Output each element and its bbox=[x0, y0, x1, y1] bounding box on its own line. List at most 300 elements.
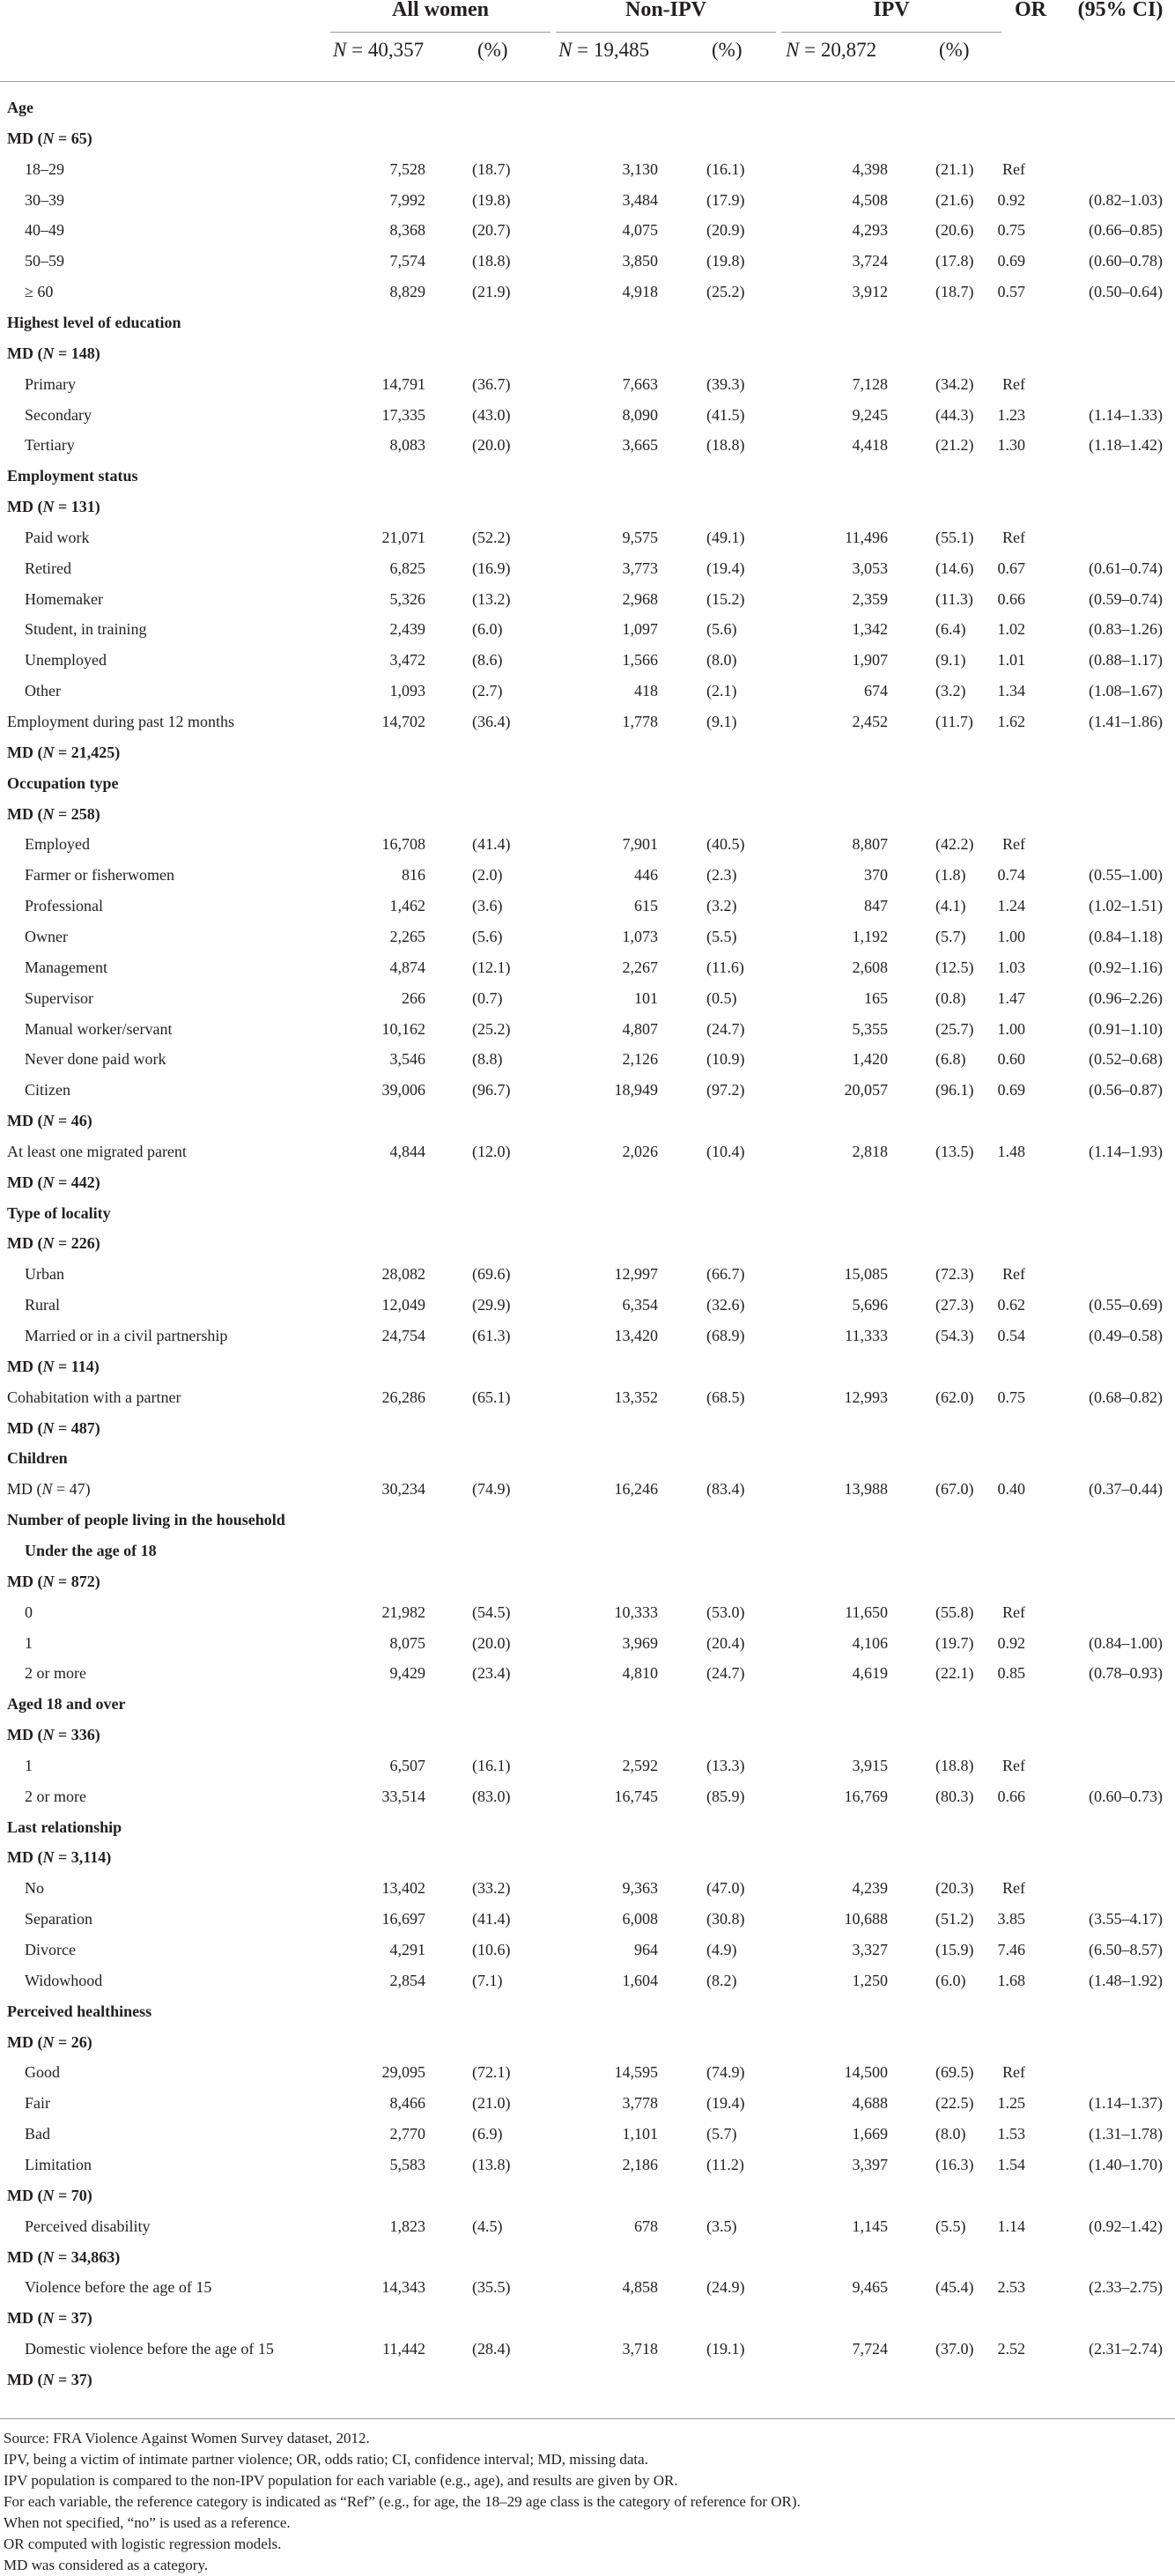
ipv-count: 11,333 bbox=[845, 1327, 888, 1344]
ci-value: (0.88–1.17) bbox=[1089, 651, 1163, 670]
all-women-pct: (19.8) bbox=[472, 190, 511, 209]
ci-value: (0.59–0.74) bbox=[1089, 589, 1163, 608]
row-label: Never done paid work bbox=[25, 1050, 166, 1069]
ipv-count: 4,239 bbox=[852, 1879, 888, 1898]
n-symbol: N bbox=[42, 1726, 55, 1744]
or-value: 0.57 bbox=[997, 283, 1025, 301]
ci-value: (0.37–0.44) bbox=[1089, 1480, 1163, 1499]
section-row bbox=[0, 1689, 1175, 1720]
n-symbol: N bbox=[42, 1112, 55, 1130]
non-ipv-pct: (9.1) bbox=[706, 713, 737, 730]
ipv-pct: (37.0) bbox=[935, 2340, 974, 2358]
ipv-pct: (34.2) bbox=[935, 374, 974, 393]
all-women-pct: (33.2) bbox=[472, 1879, 511, 1898]
table-row bbox=[0, 1935, 1175, 1965]
non-ipv-pct: (2.1) bbox=[706, 682, 737, 700]
ipv-count: 5,696 bbox=[852, 1296, 888, 1314]
all-women-count: 21,982 bbox=[381, 1603, 425, 1621]
non-ipv-count: 1,101 bbox=[622, 2125, 658, 2143]
row-label: 40–49 bbox=[25, 221, 64, 240]
all-women-count: 266 bbox=[402, 988, 425, 1007]
ci-value: (0.66–0.85) bbox=[1089, 221, 1163, 240]
non-ipv-pct: (5.5) bbox=[706, 927, 737, 945]
all-women-pct: (4.5) bbox=[472, 2217, 503, 2235]
or-value: 1.23 bbox=[997, 405, 1025, 424]
all-women-pct: (54.5) bbox=[472, 1603, 511, 1621]
n-symbol: N bbox=[42, 2186, 55, 2204]
missing-data-row bbox=[0, 2365, 1175, 2395]
ipv-count: 2,452 bbox=[852, 713, 888, 730]
or-value: 1.54 bbox=[997, 2155, 1025, 2173]
non-ipv-pct: (19.1) bbox=[706, 2340, 745, 2358]
n-symbol: N bbox=[42, 498, 55, 516]
ci-value: (1.02–1.51) bbox=[1089, 897, 1163, 915]
non-ipv-pct: (15.2) bbox=[706, 589, 745, 608]
ipv-pct: (14.6) bbox=[935, 559, 974, 577]
n-value: 19,485 bbox=[593, 39, 650, 61]
or-value: 1.25 bbox=[997, 2094, 1025, 2113]
all-women-pct: (5.6) bbox=[472, 927, 503, 945]
table-row bbox=[0, 1658, 1175, 1689]
row-label: Last relationship bbox=[7, 1817, 122, 1836]
table-row bbox=[0, 215, 1175, 246]
row-label: Under the age of 18 bbox=[25, 1541, 157, 1559]
ci-value: (0.91–1.10) bbox=[1089, 1019, 1163, 1038]
footnote-abbreviations: IPV, being a victim of intimate partner violence; OR, odds ratio; CI, confidence interval; MD, missing data. bbox=[4, 2451, 648, 2468]
all-women-pct: (16.9) bbox=[472, 559, 511, 577]
row-label: Bad bbox=[25, 2125, 50, 2143]
ipv-count: 14,500 bbox=[844, 2063, 888, 2082]
ipv-pct: (21.1) bbox=[935, 159, 974, 178]
non-ipv-pct: (8.2) bbox=[706, 1971, 737, 1989]
table-row bbox=[0, 952, 1175, 983]
section-row bbox=[0, 1812, 1175, 1843]
all-women-count: 2,265 bbox=[389, 927, 425, 945]
non-ipv-pct: (74.9) bbox=[706, 2063, 745, 2082]
ipv-count: 1,420 bbox=[852, 1050, 888, 1069]
all-women-pct: (43.0) bbox=[472, 405, 511, 424]
n-symbol: N bbox=[558, 39, 573, 61]
table-row bbox=[0, 983, 1175, 1014]
row-label: MD (N = 258) bbox=[7, 804, 100, 823]
row-label: No bbox=[25, 1879, 44, 1898]
ipv-pct: (3.2) bbox=[935, 682, 966, 700]
ipv-pct: (45.4) bbox=[935, 2278, 974, 2297]
all-women-pct: (12.0) bbox=[472, 1142, 511, 1160]
non-ipv-count: 3,130 bbox=[622, 159, 658, 178]
ipv-count: 674 bbox=[864, 682, 888, 700]
table-row bbox=[0, 369, 1175, 400]
missing-data-row bbox=[0, 1106, 1175, 1136]
or-value: 1.47 bbox=[997, 988, 1025, 1007]
row-label: MD (N = 148) bbox=[7, 344, 100, 362]
ipv-pct: (6.0) bbox=[935, 1971, 966, 1989]
missing-data-row bbox=[0, 737, 1175, 768]
row-label: 0 bbox=[25, 1603, 33, 1621]
all-women-pct: (21.9) bbox=[472, 283, 511, 301]
ipv-count: 4,106 bbox=[852, 1633, 888, 1652]
table-row bbox=[0, 1136, 1175, 1167]
missing-data-row bbox=[0, 1228, 1175, 1259]
all-women-pct: (36.7) bbox=[472, 374, 511, 393]
missing-data-row bbox=[0, 1167, 1175, 1198]
ipv-pct: (18.7) bbox=[935, 283, 974, 301]
ci-value: (1.14–1.93) bbox=[1089, 1142, 1163, 1160]
all-women-pct: (13.8) bbox=[472, 2155, 511, 2173]
or-value: 1.30 bbox=[997, 436, 1025, 455]
missing-data-row bbox=[0, 799, 1175, 830]
non-ipv-count: 7,663 bbox=[622, 374, 658, 393]
row-label: Rural bbox=[25, 1296, 60, 1314]
ci-value: (0.56–0.87) bbox=[1089, 1081, 1163, 1099]
or-value: 1.00 bbox=[997, 927, 1025, 945]
ipv-pct: (51.2) bbox=[935, 1910, 974, 1928]
n-symbol: N bbox=[42, 2309, 55, 2328]
all-women-pct: (36.4) bbox=[472, 713, 511, 730]
non-ipv-pct: (68.5) bbox=[706, 1388, 745, 1406]
ipv-count: 10,688 bbox=[844, 1910, 888, 1928]
row-label: Primary bbox=[25, 374, 76, 393]
row-label: MD (N = 131) bbox=[7, 498, 100, 516]
or-value: Ref bbox=[1002, 1265, 1025, 1284]
all-women-count: 8,829 bbox=[389, 283, 425, 301]
n-symbol: N bbox=[42, 344, 55, 362]
row-label: MD (N = 46) bbox=[7, 1112, 92, 1130]
ipv-pct: (25.7) bbox=[935, 1019, 974, 1038]
ci-value: (0.84–1.00) bbox=[1089, 1633, 1163, 1652]
non-ipv-count: 16,745 bbox=[614, 1787, 658, 1805]
all-women-pct: (29.9) bbox=[472, 1296, 511, 1314]
header-non-ipv: Non-IPV bbox=[624, 0, 706, 21]
or-value: 0.54 bbox=[997, 1327, 1025, 1344]
or-value: 0.85 bbox=[997, 1664, 1025, 1683]
non-ipv-count: 6,354 bbox=[622, 1296, 658, 1314]
non-ipv-pct: (8.0) bbox=[706, 651, 737, 670]
table-row bbox=[0, 154, 1175, 185]
ipv-pct: (72.3) bbox=[935, 1265, 974, 1284]
ci-value: (0.60–0.73) bbox=[1089, 1787, 1163, 1805]
all-women-count: 17,335 bbox=[381, 405, 425, 424]
all-women-count: 11,442 bbox=[382, 2340, 425, 2358]
row-label: Limitation bbox=[25, 2155, 92, 2173]
ci-value: (1.14–1.37) bbox=[1089, 2094, 1163, 2113]
non-ipv-pct: (13.3) bbox=[706, 1756, 745, 1774]
ipv-pct: (69.5) bbox=[935, 2063, 974, 2082]
row-label: Employment during past 12 months bbox=[7, 713, 234, 730]
all-women-pct: (25.2) bbox=[472, 1019, 511, 1038]
all-women-count: 4,874 bbox=[389, 958, 425, 976]
ipv-pct: (20.6) bbox=[935, 221, 974, 240]
all-women-pct: (2.0) bbox=[472, 866, 503, 885]
or-value: 1.62 bbox=[997, 713, 1025, 730]
table-row bbox=[0, 522, 1175, 553]
all-women-count: 12,049 bbox=[381, 1296, 425, 1314]
all-women-pct: (61.3) bbox=[472, 1327, 511, 1344]
ipv-pct: (17.8) bbox=[935, 252, 974, 270]
n-symbol: N bbox=[42, 1418, 55, 1437]
row-label: At least one migrated parent bbox=[7, 1142, 187, 1160]
row-label: MD (N = 442) bbox=[7, 1173, 100, 1191]
footnote-reference: For each variable, the reference category is indicated as “Ref” (e.g., for age, the 18–29 age class is the category of reference for OR). bbox=[4, 2493, 801, 2510]
non-ipv-count: 4,810 bbox=[622, 1664, 658, 1683]
non-ipv-count: 678 bbox=[634, 2217, 658, 2235]
or-value: 1.02 bbox=[997, 620, 1025, 639]
or-value: Ref bbox=[1002, 159, 1025, 178]
non-ipv-pct: (2.3) bbox=[706, 866, 737, 885]
table-footnotes bbox=[4, 2428, 1166, 2576]
section-row bbox=[0, 307, 1175, 338]
row-label: Occupation type bbox=[7, 774, 119, 792]
row-label: Children bbox=[7, 1449, 68, 1468]
non-ipv-pct: (85.9) bbox=[706, 1787, 745, 1805]
ipv-pct: (54.3) bbox=[935, 1327, 974, 1344]
ipv-count: 370 bbox=[864, 866, 888, 885]
ipv-count: 9,465 bbox=[852, 2278, 888, 2297]
all-women-count: 14,343 bbox=[381, 2278, 425, 2297]
all-women-count: 5,583 bbox=[389, 2155, 425, 2173]
n-symbol: N bbox=[42, 1357, 55, 1375]
table-row bbox=[0, 185, 1175, 216]
table-row bbox=[0, 1014, 1175, 1045]
non-ipv-count: 1,604 bbox=[622, 1971, 658, 1989]
non-ipv-count: 8,090 bbox=[622, 405, 658, 424]
row-label: 50–59 bbox=[25, 252, 64, 270]
all-women-count: 2,854 bbox=[389, 1971, 425, 1989]
table-row bbox=[0, 645, 1175, 676]
non-ipv-pct: (24.9) bbox=[706, 2278, 745, 2297]
n-symbol: N bbox=[42, 129, 55, 147]
section-row bbox=[0, 1505, 1175, 1536]
or-value: 1.34 bbox=[997, 682, 1025, 700]
all-women-count: 29,095 bbox=[381, 2063, 425, 2082]
all-women-pct: (20.0) bbox=[472, 1633, 511, 1652]
ipv-count: 3,915 bbox=[852, 1756, 888, 1774]
row-label: MD (N = 47) bbox=[7, 1480, 91, 1499]
row-label: MD (N = 21,425) bbox=[7, 743, 121, 761]
ci-value: (0.61–0.74) bbox=[1089, 559, 1163, 577]
non-ipv-count: 9,575 bbox=[622, 528, 658, 546]
table-row bbox=[0, 614, 1175, 645]
ipv-count: 12,993 bbox=[844, 1388, 888, 1406]
row-label: MD (N = 872) bbox=[7, 1572, 100, 1590]
all-women-pct: (23.4) bbox=[472, 1664, 511, 1683]
ci-value: (0.50–0.64) bbox=[1089, 283, 1163, 301]
or-value: 7.46 bbox=[997, 1941, 1025, 1958]
all-women-count: 24,754 bbox=[381, 1327, 425, 1344]
ipv-count: 1,907 bbox=[852, 651, 888, 670]
non-ipv-count: 1,566 bbox=[622, 651, 658, 670]
all-women-count: 3,472 bbox=[389, 651, 425, 670]
non-ipv-pct: (18.8) bbox=[706, 436, 745, 455]
ipv-pct: (9.1) bbox=[935, 651, 966, 670]
or-value: Ref bbox=[1002, 374, 1025, 393]
non-ipv-pct: (20.4) bbox=[706, 1633, 745, 1652]
non-ipv-count: 964 bbox=[634, 1941, 658, 1958]
ipv-pct: (11.7) bbox=[935, 713, 973, 730]
n-symbol: N bbox=[42, 743, 55, 761]
footnote-comparison: IPV population is compared to the non-IPV population for each variable (e.g., age), and results are given by OR. bbox=[4, 2472, 678, 2489]
non-ipv-pct: (97.2) bbox=[706, 1081, 745, 1099]
or-value: 0.67 bbox=[997, 559, 1025, 577]
all-women-count: 33,514 bbox=[381, 1787, 425, 1805]
non-ipv-pct: (3.2) bbox=[706, 897, 737, 915]
all-women-pct: (8.6) bbox=[472, 651, 503, 670]
or-value: Ref bbox=[1002, 835, 1025, 854]
all-women-pct: (41.4) bbox=[472, 1910, 511, 1928]
ipv-pct: (67.0) bbox=[935, 1480, 974, 1499]
or-value: 1.01 bbox=[997, 651, 1025, 670]
row-label: Secondary bbox=[25, 405, 92, 424]
non-ipv-pct: (53.0) bbox=[706, 1603, 745, 1621]
header-rule bbox=[0, 81, 1175, 82]
all-women-count: 6,825 bbox=[389, 559, 425, 577]
all-women-pct: (52.2) bbox=[472, 528, 511, 546]
or-value: 0.62 bbox=[997, 1296, 1025, 1314]
ipv-count: 4,398 bbox=[852, 159, 888, 178]
ci-value: (0.84–1.18) bbox=[1089, 927, 1163, 945]
table-row bbox=[0, 1321, 1175, 1351]
ipv-pct: (27.3) bbox=[935, 1296, 974, 1314]
ipv-pct: (6.4) bbox=[935, 620, 966, 639]
ipv-pct: (16.3) bbox=[935, 2155, 974, 2173]
all-women-pct: (18.8) bbox=[472, 252, 511, 270]
or-value: Ref bbox=[1002, 528, 1025, 546]
ipv-pct: (62.0) bbox=[935, 1388, 974, 1406]
row-label: 2 or more bbox=[25, 1787, 86, 1805]
all-women-pct: (6.9) bbox=[472, 2125, 503, 2143]
row-label: Married or in a civil partnership bbox=[25, 1327, 228, 1344]
non-ipv-pct: (5.6) bbox=[706, 620, 737, 639]
row-label: MD (N = 3,114) bbox=[7, 1848, 112, 1867]
non-ipv-pct: (5.7) bbox=[706, 2125, 737, 2143]
all-women-count: 1,462 bbox=[389, 897, 425, 915]
ipv-count: 7,724 bbox=[852, 2340, 888, 2358]
all-women-count: 3,546 bbox=[389, 1050, 425, 1069]
ci-value: (0.60–0.78) bbox=[1089, 252, 1163, 270]
table-row bbox=[0, 2272, 1175, 2303]
row-label: Owner bbox=[25, 927, 68, 945]
all-women-pct: (2.7) bbox=[472, 682, 503, 700]
or-value: 1.68 bbox=[997, 1971, 1025, 1989]
section-row bbox=[0, 1198, 1175, 1229]
missing-data-row bbox=[0, 1566, 1175, 1597]
non-ipv-pct: (17.9) bbox=[706, 190, 745, 209]
row-label: MD (N = 336) bbox=[7, 1726, 100, 1744]
non-ipv-pct: (30.8) bbox=[706, 1910, 745, 1928]
ipv-pct: (96.1) bbox=[935, 1081, 974, 1099]
ipv-count: 11,650 bbox=[845, 1603, 888, 1621]
row-label: Other bbox=[25, 682, 61, 700]
section-row bbox=[0, 461, 1175, 492]
non-ipv-pct: (10.4) bbox=[706, 1142, 745, 1160]
ipv-count: 3,327 bbox=[852, 1941, 888, 1958]
n-symbol: N bbox=[42, 1572, 55, 1590]
or-value: 3.85 bbox=[997, 1910, 1025, 1928]
row-label: 1 bbox=[25, 1633, 33, 1652]
all-women-pct: (0.7) bbox=[472, 988, 503, 1007]
row-label: Supervisor bbox=[25, 988, 93, 1007]
ci-value: (2.33–2.75) bbox=[1089, 2278, 1163, 2297]
all-women-count: 5,326 bbox=[389, 589, 425, 608]
row-label: MD (N = 26) bbox=[7, 2032, 92, 2051]
ipv-count: 8,807 bbox=[852, 835, 888, 854]
row-label: Cohabitation with a partner bbox=[7, 1388, 181, 1406]
all-women-count: 8,368 bbox=[389, 221, 425, 240]
all-women-pct: (72.1) bbox=[472, 2063, 511, 2082]
non-ipv-count: 418 bbox=[634, 682, 658, 700]
row-label: Farmer or fisherwomen bbox=[25, 866, 174, 885]
ipv-pct: (15.9) bbox=[935, 1941, 974, 1958]
n-symbol: N bbox=[41, 1480, 53, 1499]
non-ipv-count: 3,969 bbox=[622, 1633, 658, 1652]
non-ipv-pct: (19.4) bbox=[706, 2094, 745, 2113]
header-underline bbox=[781, 32, 1001, 33]
non-ipv-pct: (39.3) bbox=[706, 374, 745, 393]
ipv-pct: (8.0) bbox=[935, 2125, 966, 2143]
ipv-pct: (1.8) bbox=[935, 866, 966, 885]
missing-data-row bbox=[0, 2027, 1175, 2058]
row-label: MD (N = 487) bbox=[7, 1418, 100, 1437]
ipv-pct: (18.8) bbox=[935, 1756, 974, 1774]
non-ipv-count: 9,363 bbox=[622, 1879, 658, 1898]
or-value: Ref bbox=[1002, 2063, 1025, 2082]
row-label: Highest level of education bbox=[7, 313, 181, 331]
ipv-count: 1,342 bbox=[852, 620, 888, 639]
row-label: MD (N = 70) bbox=[7, 2186, 92, 2204]
non-ipv-pct: (19.8) bbox=[706, 252, 745, 270]
ipv-pct: (20.3) bbox=[935, 1879, 974, 1898]
table-row bbox=[0, 891, 1175, 922]
all-women-count: 8,083 bbox=[389, 436, 425, 455]
non-ipv-pct: (49.1) bbox=[706, 528, 745, 546]
non-ipv-pct: (4.9) bbox=[706, 1941, 737, 1958]
non-ipv-count: 1,073 bbox=[622, 927, 658, 945]
header-all-women: All women bbox=[392, 0, 489, 21]
ipv-pct: (22.5) bbox=[935, 2094, 974, 2113]
row-label: Domestic violence before the age of 15 bbox=[25, 2340, 274, 2358]
ipv-count: 4,293 bbox=[852, 221, 888, 240]
non-ipv-pct: (20.9) bbox=[706, 221, 745, 240]
n-non-ipv: N = 19,485 bbox=[558, 39, 650, 61]
ipv-pct: (42.2) bbox=[935, 835, 974, 854]
row-label: Perceived disability bbox=[25, 2217, 151, 2235]
non-ipv-count: 1,097 bbox=[622, 620, 658, 639]
non-ipv-pct: (3.5) bbox=[706, 2217, 737, 2235]
row-label: 2 or more bbox=[25, 1664, 86, 1683]
row-label: Unemployed bbox=[25, 651, 107, 670]
ci-value: (0.55–1.00) bbox=[1089, 866, 1163, 885]
non-ipv-pct: (24.7) bbox=[706, 1019, 745, 1038]
ipv-count: 3,912 bbox=[852, 283, 888, 301]
non-ipv-count: 4,075 bbox=[622, 221, 658, 240]
ipv-pct: (44.3) bbox=[935, 405, 974, 424]
all-women-pct: (8.8) bbox=[472, 1050, 503, 1069]
row-label: Manual worker/servant bbox=[25, 1019, 173, 1038]
all-women-count: 4,844 bbox=[389, 1142, 425, 1160]
all-women-pct: (6.0) bbox=[472, 620, 503, 639]
non-ipv-count: 615 bbox=[634, 897, 658, 915]
table-row bbox=[0, 430, 1175, 461]
row-label: Good bbox=[25, 2063, 60, 2082]
table-row bbox=[0, 2088, 1175, 2119]
ipv-count: 165 bbox=[864, 988, 888, 1007]
non-ipv-pct: (25.2) bbox=[706, 283, 745, 301]
or-value: 1.48 bbox=[997, 1142, 1025, 1160]
row-label: MD (N = 114) bbox=[7, 1357, 100, 1375]
non-ipv-count: 101 bbox=[634, 988, 658, 1007]
non-ipv-count: 2,186 bbox=[622, 2155, 658, 2173]
non-ipv-count: 14,595 bbox=[614, 2063, 658, 2082]
